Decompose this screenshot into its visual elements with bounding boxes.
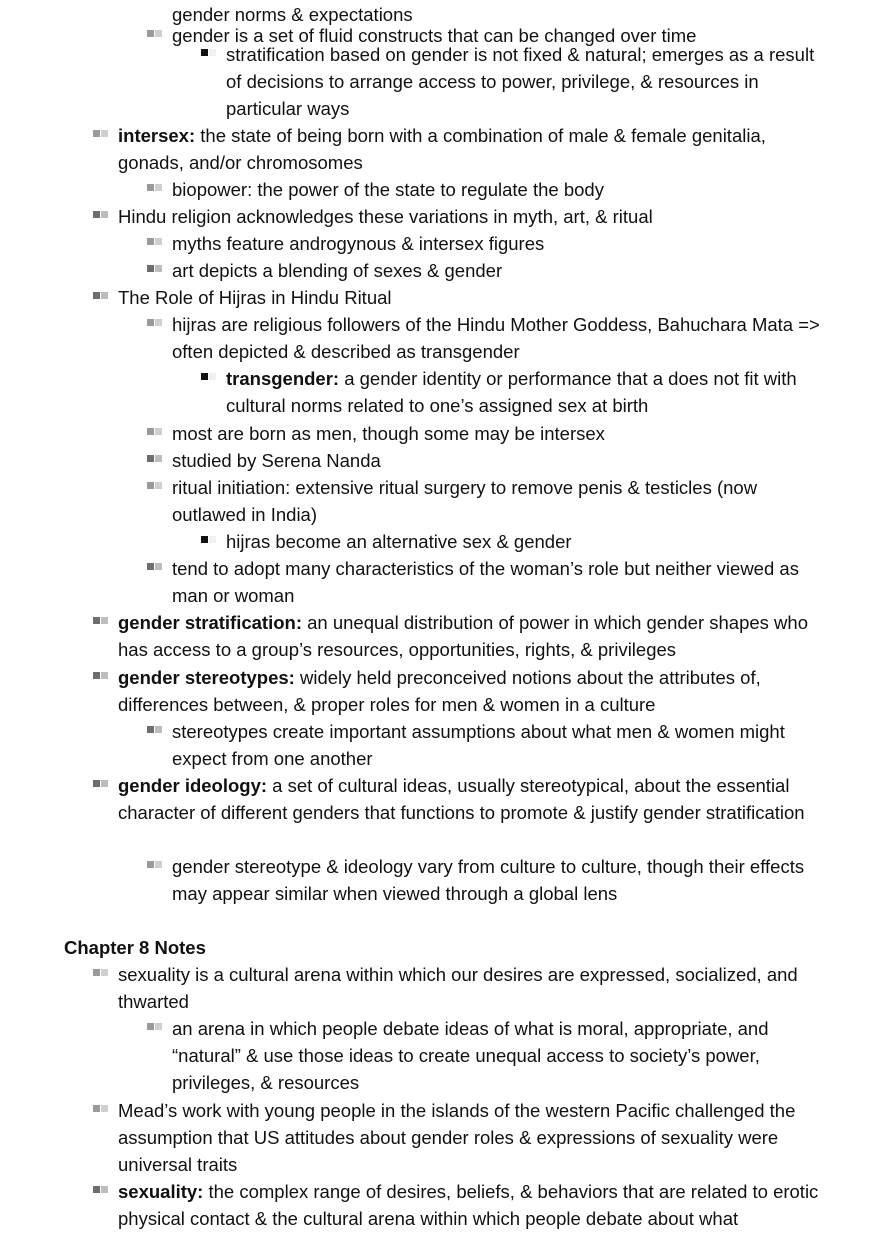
bullet-icon — [147, 238, 163, 248]
list-item — [118, 122, 823, 176]
item-text: gender is a set of fluid constructs that can be changed over time — [172, 25, 697, 46]
list-item — [118, 609, 823, 663]
bullet-icon — [147, 482, 163, 492]
item-text: a set of cultural ideas, usually stereotypical, about the essential character of different genders that functions to promote & justify gender stratification — [118, 775, 805, 823]
item-text: gender norms & expectations — [172, 4, 413, 25]
item-text: hijras are religious followers of the Hindu Mother Goddess, Bahuchara Mata => often depicted & described as transgender — [172, 314, 820, 362]
item-text: myths feature androgynous & intersex figures — [172, 233, 545, 254]
list-item — [226, 528, 822, 555]
bullet-icon — [93, 292, 109, 302]
bullet-icon — [201, 373, 217, 383]
list-item — [172, 1015, 822, 1096]
bullet-icon — [147, 726, 163, 736]
bullet-icon — [147, 30, 163, 40]
list-item — [118, 664, 823, 718]
item-text: tend to adopt many characteristics of the woman’s role but neither viewed as man or woman — [172, 558, 799, 606]
bullet-icon — [93, 672, 109, 682]
list-item — [172, 230, 822, 257]
list-item — [172, 555, 822, 609]
section-heading: Chapter 8 Notes — [64, 937, 206, 958]
list-item — [118, 1178, 823, 1232]
bullet-icon — [147, 861, 163, 871]
list-item — [118, 961, 823, 1015]
bullet-icon — [147, 265, 163, 275]
list-item — [118, 1097, 823, 1178]
list-item — [172, 176, 822, 203]
item-text: Hindu religion acknowledges these variations in myth, art, & ritual — [118, 206, 653, 227]
item-text: stereotypes create important assumptions about what men & women might expect from one another — [172, 721, 785, 769]
item-text: widely held preconceived notions about the attributes of, differences between, & proper roles for men & women in a culture — [118, 667, 761, 715]
item-text: gender stereotype & ideology vary from culture to culture, though their effects may appear similar when viewed through a global lens — [172, 856, 805, 904]
list-item — [172, 853, 822, 907]
term-label: gender stereotypes: — [118, 667, 295, 688]
bullet-icon — [93, 211, 109, 221]
item-text: ritual initiation: extensive ritual surgery to remove penis & testicles (now outlawed in India) — [172, 477, 758, 525]
item-text: The Role of Hijras in Hindu Ritual — [118, 287, 392, 308]
item-text: hijras become an alternative sex & gender — [226, 531, 572, 552]
list-item — [226, 41, 822, 122]
list-item — [172, 420, 822, 447]
term-label: sexuality: — [118, 1181, 204, 1202]
list-item — [172, 311, 822, 365]
bullet-icon — [147, 563, 163, 573]
item-text: an arena in which people debate ideas of what is moral, appropriate, and “natural” & use those ideas to create unequal access to society’s power, privileges, & resources — [172, 1018, 769, 1093]
list-item — [226, 365, 822, 419]
item-text: a gender identity or performance that a does not fit with cultural norms related to one’s assigned sex at birth — [226, 368, 797, 416]
item-text: sexuality is a cultural arena within which our desires are expressed, socialized, and thwarted — [118, 964, 798, 1012]
bullet-icon — [93, 1105, 109, 1115]
bullet-icon — [147, 1023, 163, 1033]
item-text: studied by Serena Nanda — [172, 450, 381, 471]
bullet-icon — [147, 428, 163, 438]
bullet-icon — [93, 617, 109, 627]
term-label: gender stratification: — [118, 612, 302, 633]
item-text: the complex range of desires, beliefs, & behaviors that are related to erotic physical contact & the cultural arena within which people debate about what — [118, 1181, 819, 1229]
list-item — [172, 474, 822, 528]
term-label: intersex: — [118, 125, 196, 146]
list-item — [172, 447, 822, 474]
item-text: an unequal distribution of power in which gender shapes who has access to a group’s resources, opportunities, rights, & privileges — [118, 612, 808, 660]
item-text: Mead’s work with young people in the islands of the western Pacific challenged the assumption that US attitudes about gender roles & expressions of sexuality were universal traits — [118, 1100, 796, 1175]
term-label: transgender: — [226, 368, 340, 389]
bullet-icon — [93, 969, 109, 979]
list-item — [172, 718, 822, 772]
bullet-icon — [93, 130, 109, 140]
term-label: gender ideology: — [118, 775, 268, 796]
item-text: most are born as men, though some may be intersex — [172, 423, 605, 444]
list-item — [118, 284, 823, 311]
list-item — [172, 257, 822, 284]
item-text: biopower: the power of the state to regulate the body — [172, 179, 604, 200]
item-text: the state of being born with a combination of male & female genitalia, gonads, and/or chromosomes — [118, 125, 766, 173]
bullet-icon — [147, 184, 163, 194]
bullet-icon — [93, 780, 109, 790]
bullet-icon — [201, 49, 217, 59]
list-item — [118, 203, 823, 230]
list-item — [118, 772, 823, 826]
item-text: stratification based on gender is not fixed & natural; emerges as a result of decisions to arrange access to power, privilege, & resources in particular ways — [226, 44, 815, 119]
bullet-icon — [201, 536, 217, 546]
bullet-icon — [147, 319, 163, 329]
item-text: art depicts a blending of sexes & gender — [172, 260, 503, 281]
bullet-icon — [147, 455, 163, 465]
bullet-icon — [93, 1186, 109, 1196]
